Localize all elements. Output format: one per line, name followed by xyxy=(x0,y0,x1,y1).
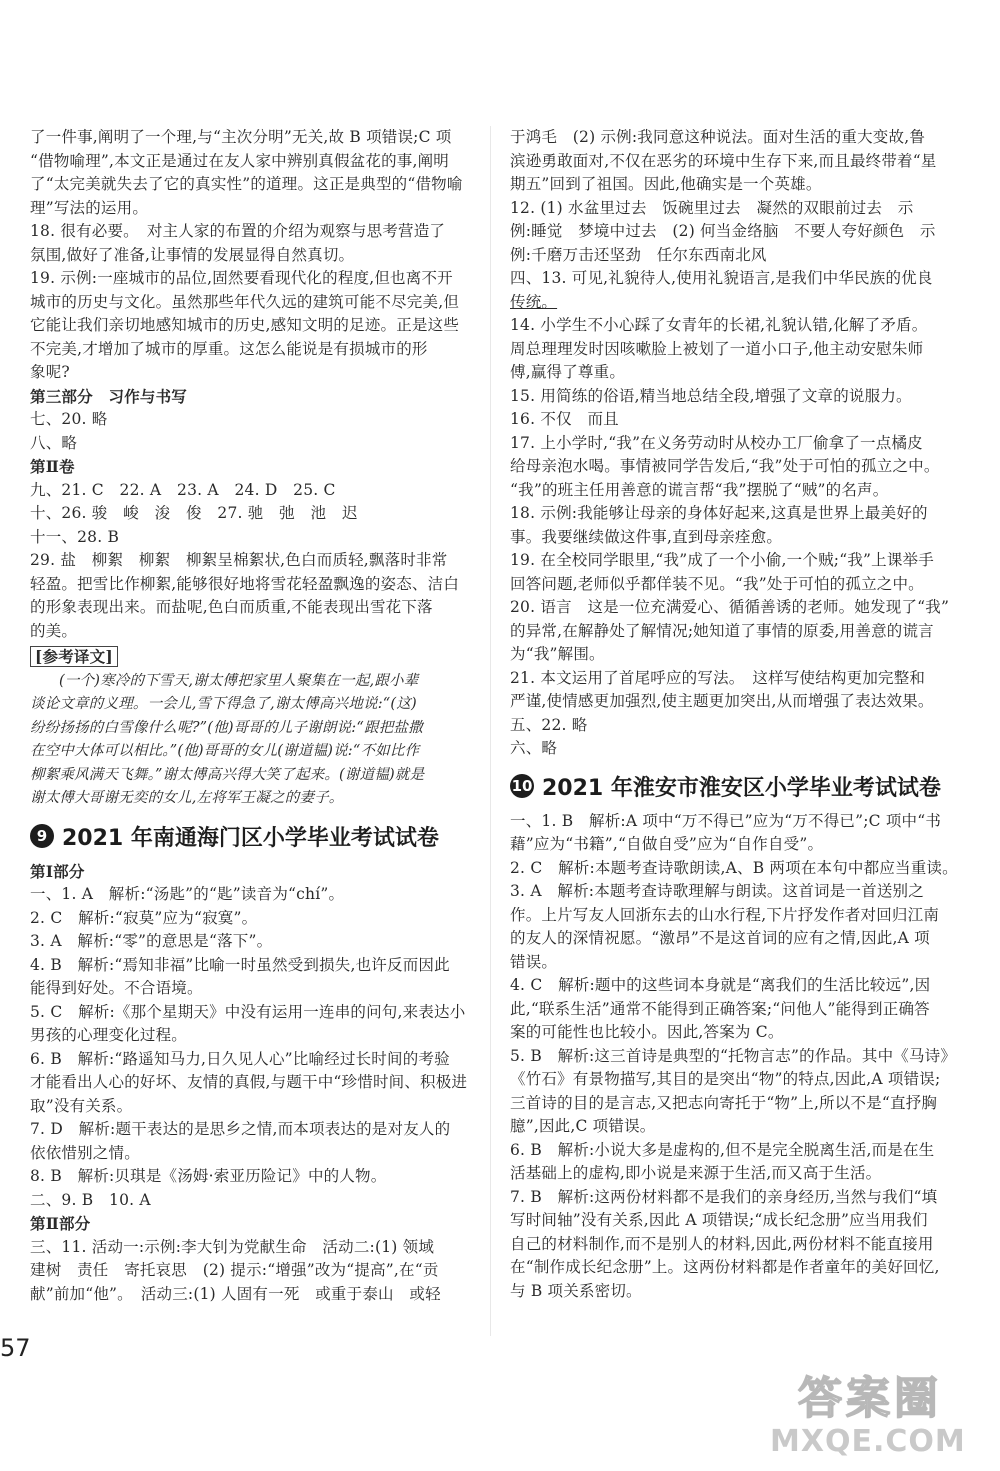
text-line: 例:睡觉 梦境中过去 (2) 何当金络脑 不要人夸好颜色 示 xyxy=(510,222,936,240)
text-line: 8. B 解析:贝琪是《汤姆·索亚历险记》中的人物。 xyxy=(30,1167,387,1185)
text-line: 的友人的深情祝愿。“激昂”不是这首词的应有之情,因此,A 项 xyxy=(510,929,930,947)
text-line: (一个)寒冷的下雪天,谢太傅把家里人聚集在一起,跟小辈 xyxy=(59,672,419,689)
text-line: 写时间轴”没有关系,因此 A 项错误;“成长纪念册”应当用我们 xyxy=(510,1211,928,1229)
left-top-block xyxy=(30,126,472,385)
q29-block xyxy=(30,549,472,643)
section-number-badge: 9 xyxy=(30,824,54,848)
text-line: 轻盈。把雪比作柳絮,能够很好地将雪花轻盈飘逸的姿态、洁白 xyxy=(30,574,460,593)
text-line: 谢太傅大哥谢无奕的女儿,左将军王凝之的妻子。 xyxy=(30,790,344,806)
text-line: 17. 上小学时,“我”在义务劳动时从校办工厂偷拿了一点橘皮 xyxy=(510,433,923,452)
text-line: 在“制作成长纪念册”上。这两份材料都是作者童年的美好回忆, xyxy=(510,1258,940,1276)
answer-line: 十、26. 骏 峻 浚 俊 27. 驰 弛 池 迟 xyxy=(30,504,358,522)
text-line: 臆”,因此,C 项错误。 xyxy=(510,1117,656,1135)
text-line: 事。我要继续做这件事,直到母亲痊愈。 xyxy=(510,527,783,546)
text-line: 案的可能性也比较小。因此,答案为 C。 xyxy=(510,1023,784,1041)
text-line: 作。上片写友人回浙东去的山水行程,下片抒发作者对回归江南 xyxy=(510,905,940,924)
text-line: 的异常,在解静处了解情况;她知道了事情的原委,用善意的谎言 xyxy=(510,621,934,640)
q13-block xyxy=(510,267,960,314)
right-mid-block xyxy=(510,314,960,761)
reference-translation-tag xyxy=(30,645,472,670)
text-line: 5. C 解析:《那个星期天》中没有运用一连串的问句,来表达小 xyxy=(30,1002,466,1021)
text-line: 14. 小学生不小心踩了女青年的长裙,礼貌认错,化解了矛盾。 xyxy=(510,316,928,334)
text-line: 藉”应为“书籍”,“自做自受”应为“自作自受”。 xyxy=(510,835,824,853)
text-line: 18. 示例:我能够让母亲的身体好起来,这真是世界上最美好的 xyxy=(510,504,928,522)
text-line: 三、11. 活动一:示例:李大钊为党献生命 活动二:(1) 领域 xyxy=(30,1237,435,1256)
text-line: 4. C 解析:题中的这些词本身就是“离我们的生活比较远”,因 xyxy=(510,976,931,994)
page-number: 57 xyxy=(0,1334,31,1362)
text-line: 此,“联系生活”通常不能得到正确答案;“问他人”能得到正确答 xyxy=(510,999,930,1018)
text-line: 才能看出人心的好坏、友情的真假,与题干中“珍惜时间、积极进 xyxy=(30,1073,468,1091)
text-line: 的形象表现出来。而盐呢,色白而质重,不能表现出雪花下落 xyxy=(30,598,433,616)
watermark-logo: 答案圈 xyxy=(798,1373,942,1424)
section-10-answers xyxy=(510,810,960,1304)
text-line: 柳絮乘风满天飞舞。”谢太傅高兴得大笑了起来。(谢道韫)就是 xyxy=(30,766,425,783)
text-line: 四、13. 可见,礼貌待人,使用礼貌语言,是我们中华民族的优良 xyxy=(510,269,933,287)
text-line: 与 B 项关系密切。 xyxy=(510,1281,642,1300)
column-divider xyxy=(490,126,491,1336)
section-9-tail xyxy=(30,1236,472,1307)
volume-heading: 第Ⅱ卷 xyxy=(30,457,75,476)
text-line: “我”的班主任用善意的谎言帮“我”摆脱了“贼”的名声。 xyxy=(510,480,889,499)
answer-line: 七、20. 略 xyxy=(30,410,108,428)
text-line: 15. 用简练的俗语,精当地总结全段,增强了文章的说服力。 xyxy=(510,386,912,405)
text-line: 20. 语言 这是一位充满爱心、循循善诱的老师。她发现了“我” xyxy=(510,598,950,616)
text-line: 能得到好处。不合语境。 xyxy=(30,979,203,997)
text-line: 《竹石》有景物描写,其目的是突出“物”的特点,因此,A 项错误; xyxy=(510,1070,941,1088)
text-line: 滨逊勇敢面对,不仅在恶劣的环境中生存下来,而且最终带着“星 xyxy=(510,151,937,170)
text-line: 12. (1) 水盆里过去 饭碗里过去 凝然的双眼前过去 示 xyxy=(510,198,914,217)
text-line: 在空中大体可以相比。”(他)哥哥的女儿(谢道韫)说:“不如比作 xyxy=(30,743,420,759)
text-line: 活基础上的虚构,即小说是来源于生活,而又高于生活。 xyxy=(510,1164,882,1182)
text-line: “借物喻理”,本文正是通过在友人家中辨别真假盆花的事,阐明 xyxy=(30,151,450,170)
text-line: 3. A 解析:本题考查诗歌理解与朗读。这首词是一首送别之 xyxy=(510,882,924,900)
text-line: 7. D 解析:题干表达的是思乡之情,而本项表达的是对友人的 xyxy=(30,1120,451,1138)
right-column xyxy=(510,126,960,1303)
text-line: 7. B 解析:这两份材料都不是我们的亲身经历,当然与我们“填 xyxy=(510,1187,938,1206)
section-9-title xyxy=(30,821,472,852)
text-line: 氛围,做好了准备,让事情的发展显得自然真切。 xyxy=(30,245,355,264)
volume-heading: 第Ⅰ部分 xyxy=(30,861,85,881)
text-line: 傅,赢得了尊重。 xyxy=(510,363,626,381)
text-line: 2. C 解析:“寂莫”应为“寂寞”。 xyxy=(30,908,258,927)
text-line: 29. 盐 柳絮 柳絮 柳絮呈棉絮状,色白而质轻,飘落时非常 xyxy=(30,551,448,569)
watermark-url: MXQE.COM xyxy=(770,1424,966,1459)
text-line: 献”前加“他”。 活动三:(1) 人固有一死 或重于泰山 或轻 xyxy=(30,1284,441,1303)
text-line: 2. C 解析:本题考查诗歌朗读,A、B 两项在本句中都应当重读。 xyxy=(510,858,958,877)
text-line: 周总理理发时因咳嗽脸上被划了一道小口子,他主动安慰朱师 xyxy=(510,339,924,358)
text-line: 4. B 解析:“焉知非福”比喻一时虽然受到损失,也许反而因此 xyxy=(30,955,450,974)
volume-heading: 第Ⅱ部分 xyxy=(30,1214,91,1233)
text-line: 了一件事,阐明了一个理,与“主次分明”无关,故 B 项错误;C 项 xyxy=(30,128,452,146)
text-line: 理”写法的运用。 xyxy=(30,198,149,217)
section-title-text: 2021 年淮安市淮安区小学毕业考试试卷 xyxy=(542,775,941,801)
section-10-title xyxy=(510,771,960,802)
answer-line: 八、略 xyxy=(30,433,78,452)
text-line: 严谨,使情感更加强烈,使主题更加突出,从而增强了表达效果。 xyxy=(510,692,934,710)
text-line: 城市的历史与文化。虽然那些年代久远的建筑可能不尽完美,但 xyxy=(30,292,460,311)
text-line: 谈论文章的义理。一会儿,雪下得急了,谢太傅高兴地说:“(这) xyxy=(30,696,417,712)
text-line: 给母亲泡水喝。事情被同学告发后,“我”处于可怕的孤立之中。 xyxy=(510,457,940,475)
part-heading: 第三部分 习作与书写 xyxy=(30,386,188,406)
text-line: 依依惜别之情。 xyxy=(30,1143,140,1162)
text-line: 了“太完美就失去了它的真实性”的道理。这正是典型的“借物喻 xyxy=(30,175,463,193)
text-line: 六、略 xyxy=(510,739,558,757)
section-title-text: 2021 年南通海门区小学毕业考试试卷 xyxy=(62,825,439,851)
text-line: 纷纷扬扬的白雪像什么呢?”(他)哥哥的儿子谢朗说:“跟把盐撒 xyxy=(30,719,423,736)
text-line: 3. A 解析:“零”的意思是“落下”。 xyxy=(30,932,273,950)
text-line: 错误。 xyxy=(510,952,558,971)
text-line: 18. 很有必要。 对主人家的布置的介绍为观察与思考营造了 xyxy=(30,222,446,240)
text-line: 建树 责任 寄托哀思 (2) 提示:“增强”改为“提高”,在“贡 xyxy=(30,1261,439,1279)
text-line: 象呢? xyxy=(30,363,70,381)
text-line: 的美。 xyxy=(30,621,78,640)
text-line: 不完美,才增加了城市的厚重。这怎么能说是有损城市的形 xyxy=(30,339,428,358)
text-line: 16. 不仅 而且 xyxy=(510,410,619,428)
text-line: 19. 示例:一座城市的品位,固然要看现代化的程度,但也离不开 xyxy=(30,269,453,287)
text-line: 三首诗的目的是言志,又把志向寄托于“物”上,所以不是“直抒胸 xyxy=(510,1093,938,1112)
text-line: 一、1. A 解析:“汤匙”的“匙”读音为“chí”。 xyxy=(30,885,345,903)
text-line: 21. 本文运用了首尾呼应的写法。 这样写使结构更加完整和 xyxy=(510,668,926,687)
text-line: 期五”回到了祖国。因此,他确实是一个英雄。 xyxy=(510,175,822,193)
text-line: 6. B 解析:小说大多是虚构的,但不是完全脱离生活,而是在生 xyxy=(510,1140,935,1159)
text-line: 传统。 xyxy=(510,292,558,311)
text-line: 于鸿毛 (2) 示例:我同意这种说法。面对生活的重大变故,鲁 xyxy=(510,128,926,146)
text-line: 二、9. B 10. A xyxy=(30,1190,151,1209)
section-9-answers xyxy=(30,883,472,1212)
answer-line: 九、21. C 22. A 23. A 24. D 25. C xyxy=(30,480,336,499)
text-line: 为“我”解围。 xyxy=(510,645,605,663)
text-line: 它能让我们亲切地感知城市的历史,感知文明的足迹。正是这些 xyxy=(30,316,460,334)
translation-block xyxy=(30,670,472,811)
watermark xyxy=(730,1360,990,1465)
section-number-badge: 10 xyxy=(510,774,534,798)
text-line: 自己的材料制作,而不是别人的材料,因此,两份材料不能直接用 xyxy=(510,1234,934,1253)
text-line: 五、22. 略 xyxy=(510,715,588,734)
text-line: 取”没有关系。 xyxy=(30,1096,133,1115)
text-line: 一、1. B 解析:A 项中“万不得已”应为“万不得已”;C 项中“书 xyxy=(510,811,942,830)
left-column xyxy=(30,126,472,1306)
text-line: 6. B 解析:“路遥知马力,日久见人心”比喻经过长时间的考验 xyxy=(30,1049,450,1068)
text-line: 回答问题,老师似乎都佯装不见。“我”处于可怕的孤立之中。 xyxy=(510,574,924,593)
text-line: 例:千磨万击还坚劲 任尔东西南北风 xyxy=(510,245,767,264)
text-line: 男孩的心理变化过程。 xyxy=(30,1026,188,1044)
right-top-block xyxy=(510,126,960,267)
text-line: 5. B 解析:这三首诗是典型的“托物言志”的作品。其中《马诗》 xyxy=(510,1046,957,1065)
answer-line: 十一、28. B xyxy=(30,527,120,546)
reference-translation-label: [参考译文] xyxy=(30,646,118,667)
text-line: 19. 在全校同学眼里,“我”成了一个小偷,一个贼;“我”上课举手 xyxy=(510,551,934,569)
